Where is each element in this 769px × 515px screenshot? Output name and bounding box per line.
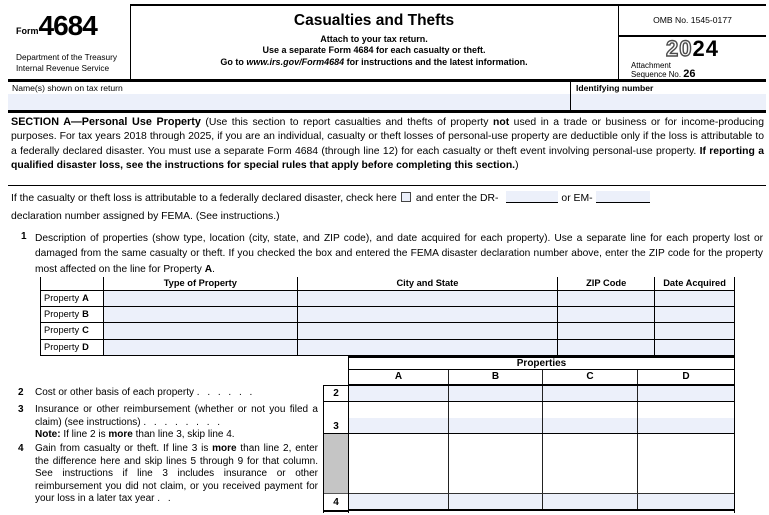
line3-col-c-input[interactable] <box>543 418 638 433</box>
property-table-corner-cell <box>41 277 104 290</box>
properties-grid-title: Properties <box>348 356 735 370</box>
properties-column-headers <box>348 370 735 385</box>
fema-disaster-checkbox[interactable] <box>401 192 411 202</box>
fema-declaration-block <box>11 190 763 226</box>
form-word: Form <box>16 26 39 36</box>
property-c-row <box>41 323 735 339</box>
dot-leader: . . . . . . <box>196 387 253 398</box>
form-number: 4684 <box>38 10 97 41</box>
sequence-label: Sequence No. <box>631 70 684 79</box>
section-a-heading: SECTION A—Personal Use Property <box>11 116 201 128</box>
line2-col-a-input[interactable] <box>349 386 449 401</box>
line2-col-d-input[interactable] <box>638 386 734 401</box>
property-a-zip-input[interactable] <box>558 291 655 306</box>
year-solid-digits: 24 <box>692 36 719 61</box>
attachment-sequence <box>631 61 695 79</box>
column-c-header: C <box>543 370 638 384</box>
line2-entry-row <box>349 386 734 402</box>
line4-instructions: Gain from casualty or theft. If line 3 is more than line 2, enter the difference here and skip lines 5 through 9 for that column. See instructions if line 3 includes insurance or other reimbursement you did not claim, or you received payment for your loss in a later tax year . . <box>35 443 318 505</box>
line4-col-a-input[interactable] <box>349 494 449 509</box>
header-zip-code: ZIP Code <box>558 277 655 290</box>
column-b-header: B <box>449 370 543 384</box>
irs-url: www.irs.gov/Form4684 <box>246 56 345 67</box>
line1-instructions: Description of properties (show type, location (city, state, and ZIP code), and date acquired for each property). Use a separate line for each property lost or damaged from the same casualty or theft. If you checked the box and entered the FEMA disaster declaration number above, enter the ZIP code for the property most affected on the line for Property A. <box>35 233 763 275</box>
property-b-city-input[interactable] <box>298 307 559 322</box>
em-number-input[interactable] <box>596 191 650 203</box>
properties-entry-grid <box>348 385 735 513</box>
fema-line-1: If the casualty or theft loss is attributable to a federally declared disaster, check here and enter the DR- or EM- <box>11 190 763 208</box>
line4-entry-row <box>349 494 734 511</box>
identifying-number-label: Identifying number <box>576 83 654 93</box>
property-a-row <box>41 291 735 307</box>
omb-number: OMB No. 1545-0177 <box>653 15 732 25</box>
line3-col-b-input[interactable] <box>449 418 543 433</box>
property-c-city-input[interactable] <box>298 323 559 338</box>
property-c-zip-input[interactable] <box>558 323 655 338</box>
header-date-acquired: Date Acquired <box>655 277 735 290</box>
property-a-type-input[interactable] <box>104 291 298 306</box>
property-d-row <box>41 340 735 356</box>
property-d-zip-input[interactable] <box>558 340 655 355</box>
property-b-date-input[interactable] <box>655 307 735 322</box>
line3-instructions: Insurance or other reimbursement (whether or not you filed a claim) (see instructions) . . . . . . . . <box>35 404 318 428</box>
line4-col-b-input[interactable] <box>449 494 543 509</box>
line2-margin-number: 2 <box>18 387 24 398</box>
property-d-type-input[interactable] <box>104 340 298 355</box>
line3-note: Note: If line 2 is more than line 3, skip line 4. <box>35 429 235 440</box>
line3-col-a-input[interactable] <box>349 418 449 433</box>
separate-form-instruction: Use a separate Form 4684 for each casualty or theft. <box>262 45 486 56</box>
dot-leader: . . <box>157 493 171 505</box>
column-d-header: D <box>682 371 690 382</box>
property-a-label: Property A <box>41 291 104 306</box>
tall-spacer-row <box>349 434 734 494</box>
property-a-date-input[interactable] <box>655 291 735 306</box>
header-type-of-property: Type of Property <box>104 277 298 290</box>
goto-instruction: Go to www.irs.gov/Form4684 for instructions and the latest information. <box>220 56 528 67</box>
treasury-line: Department of the Treasury <box>16 52 117 62</box>
line2-number-box: 2 <box>324 386 348 402</box>
sequence-number: 26 <box>683 68 696 80</box>
property-c-type-input[interactable] <box>104 323 298 338</box>
property-c-label: Property C <box>41 323 104 338</box>
form-title: Casualties and Thefts <box>293 12 455 29</box>
line3-col-d-input[interactable] <box>638 418 734 433</box>
year-outline-digits: 20 <box>666 36 693 61</box>
property-table-header-row <box>41 277 735 291</box>
shaded-skip-cell <box>324 434 348 494</box>
property-b-row <box>41 307 735 323</box>
property-description-table <box>40 277 735 356</box>
property-c-date-input[interactable] <box>655 323 735 338</box>
header-city-and-state: City and State <box>298 277 559 290</box>
line-number-column <box>323 385 348 513</box>
line4-col-d-input[interactable] <box>638 494 734 509</box>
property-d-date-input[interactable] <box>655 340 735 355</box>
property-b-type-input[interactable] <box>104 307 298 322</box>
line3-number-box: 3 <box>324 402 348 434</box>
line4-col-c-input[interactable] <box>543 494 638 509</box>
name-input[interactable] <box>10 95 566 109</box>
property-a-city-input[interactable] <box>298 291 559 306</box>
line2-col-b-input[interactable] <box>449 386 543 401</box>
identifying-number-input[interactable] <box>573 95 763 109</box>
header-bottom-rule <box>8 79 766 82</box>
dot-leader: . . . . . . . . <box>143 416 221 428</box>
line3-entry-row <box>349 418 734 434</box>
title-block <box>131 11 617 68</box>
attach-instruction: Attach to your tax return. <box>320 34 428 44</box>
spacer-row <box>349 402 734 418</box>
property-b-label: Property B <box>41 307 104 322</box>
line3-margin-number: 3 <box>18 404 24 415</box>
attachment-label: Attachment <box>631 61 671 70</box>
form-identifier <box>16 10 97 41</box>
property-d-label: Property D <box>41 340 104 355</box>
tax-year <box>619 38 766 60</box>
name-label: Name(s) shown on tax return <box>12 83 123 93</box>
line4-margin-number: 4 <box>18 443 24 454</box>
fema-line-2: declaration number assigned by FEMA. (See instructions.) <box>11 211 280 222</box>
identifying-number-divider <box>570 81 571 110</box>
line2-instructions: Cost or other basis of each property . . . . . . <box>35 387 253 398</box>
irs-line: Internal Revenue Service <box>16 62 110 73</box>
line1-number: 1 <box>21 231 27 242</box>
property-d-city-input[interactable] <box>298 340 559 355</box>
column-a-header: A <box>349 370 449 384</box>
line4-number-box: 4 <box>324 494 348 512</box>
dr-number-input[interactable] <box>506 191 558 203</box>
header-top-rule <box>130 4 766 6</box>
line2-col-c-input[interactable] <box>543 386 638 401</box>
property-b-zip-input[interactable] <box>558 307 655 322</box>
agency-block <box>16 52 117 73</box>
section-a-intro: SECTION A—Personal Use Property (Use this section to report casualties and thefts of property not used in a trade or business or for income-producing purposes. For tax years 2018 through 2025, if you are an individual, casualty or theft losses of personal-use property are deductible only if the loss is attributable to a federally declared disaster. You must use a separate Form 4684 (through line 12) for each casualty or theft event involving personal-use property. If reporting a qualified disaster loss, see the instructions for special rules that apply before completing this section.) <box>8 113 766 186</box>
